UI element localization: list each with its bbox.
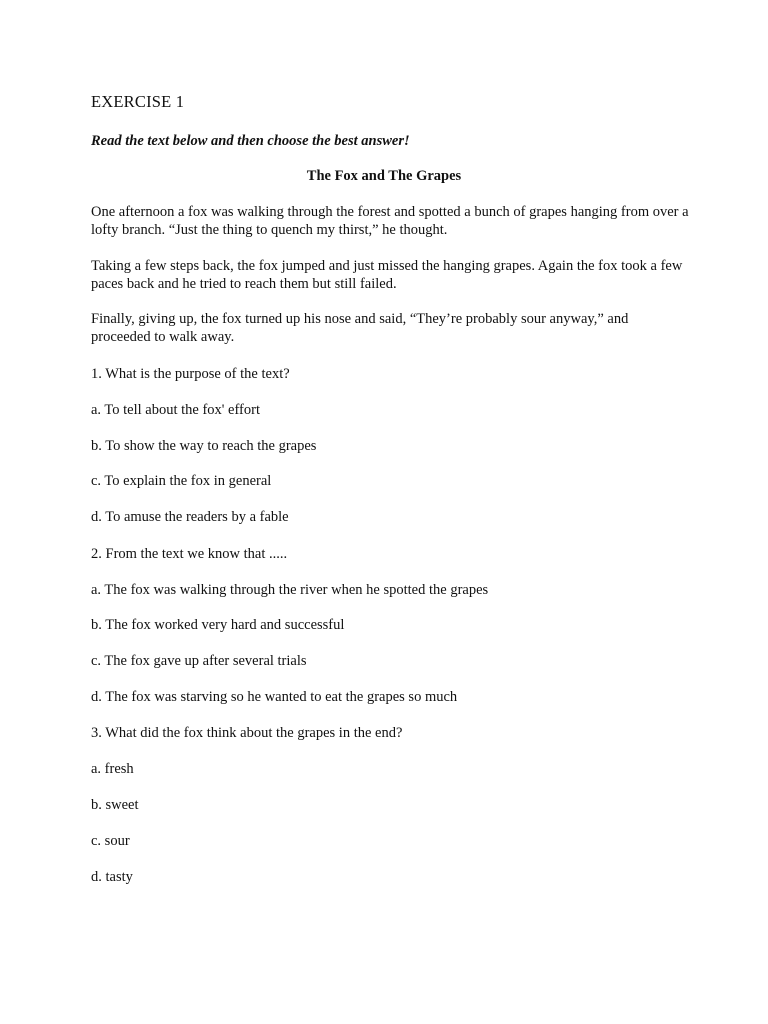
story-title: The Fox and The Grapes (306, 168, 462, 184)
question-3-option-c: c. sour (91, 833, 130, 849)
question-1-option-b: b. To show the way to reach the grapes (91, 438, 317, 454)
question-2-option-d: d. The fox was starving so he wanted to eat the grapes so much (91, 689, 458, 705)
exercise-title: EXERCISE 1 (91, 92, 185, 111)
question-2-option-b: b. The fox worked very hard and successful (91, 617, 345, 633)
question-3-option-b: b. sweet (91, 797, 139, 813)
question-3-option-d: d. tasty (91, 869, 133, 885)
question-1-option-a: a. To tell about the fox' effort (91, 402, 260, 418)
story-paragraph-3: Finally, giving up, the fox turned up his nose and said, “They’re probably sour anyway,” and proceeded to walk away. (91, 311, 629, 345)
question-3-option-a: a. fresh (91, 761, 134, 777)
question-3: 3. What did the fox think about the grapes in the end? (91, 725, 403, 741)
story-paragraph-2: Taking a few steps back, the fox jumped and just missed the hanging grapes. Again the fox took a few paces back and he tried to reach them but still failed. (91, 258, 683, 292)
question-2-option-a: a. The fox was walking through the river when he spotted the grapes (91, 582, 489, 598)
question-1-option-d: d. To amuse the readers by a fable (91, 509, 289, 525)
question-2: 2. From the text we know that ..... (91, 546, 288, 562)
question-1-option-c: c. To explain the fox in general (91, 473, 272, 489)
question-2-option-c: c. The fox gave up after several trials (91, 653, 307, 669)
story-paragraph-1: One afternoon a fox was walking through the forest and spotted a bunch of grapes hanging from over a lofty branch. “Just the thing to quench my thirst,” he thought. (91, 204, 689, 238)
question-1: 1. What is the purpose of the text? (91, 366, 290, 382)
instruction-text: Read the text below and then choose the best answer! (91, 133, 410, 149)
